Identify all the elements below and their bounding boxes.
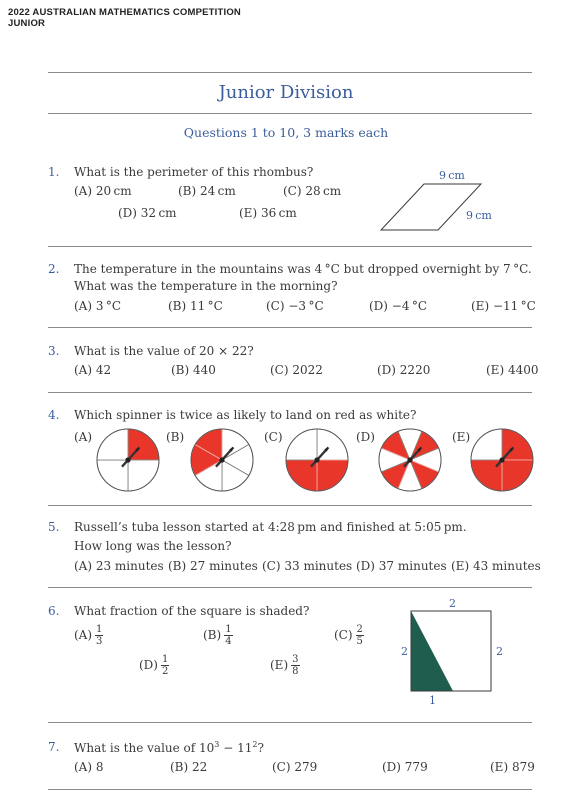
option-letter: (C) [334, 628, 353, 642]
fraction [161, 654, 169, 677]
option-e[interactable]: (E) −11 °C [471, 299, 536, 313]
option-b[interactable] [203, 624, 233, 647]
option-b[interactable]: (B) 440 [171, 363, 216, 377]
divider [48, 722, 532, 723]
option-c[interactable]: (C) 33 minutes [262, 559, 353, 573]
option-c[interactable]: (C) 28 cm [283, 184, 342, 198]
denominator: 2 [161, 666, 169, 677]
numerator: 2 [356, 624, 363, 635]
numerator: 3 [292, 654, 299, 665]
option-e[interactable]: (E) 4400 [486, 363, 539, 377]
option-e[interactable]: (E) [452, 430, 471, 444]
section-subtitle: Questions 1 to 10, 3 marks each [183, 125, 389, 140]
question-text: The temperature in the mountains was 4 °C but dropped overnight by 7 °C. [74, 262, 532, 276]
option-c[interactable]: (C) 2022 [270, 363, 323, 377]
option-b[interactable]: (B) [166, 430, 185, 444]
option-letter: (E) [270, 658, 289, 672]
question-number: 1. [48, 165, 60, 179]
option-b[interactable]: (B) 22 [170, 760, 208, 774]
spinner-pivot [125, 457, 130, 462]
competition-title: 2022 AUSTRALIAN MATHEMATICS COMPETITION [8, 7, 241, 18]
question-text: What is the perimeter of this rhombus? [74, 165, 314, 179]
numerator: 1 [161, 654, 169, 665]
option-d[interactable]: (D) [356, 430, 375, 444]
exponent: 2 [252, 740, 258, 749]
option-d[interactable]: (D) −4 °C [369, 299, 428, 313]
option-letter: (D) [139, 658, 158, 672]
question-number: 3. [48, 344, 60, 358]
option-a[interactable] [74, 624, 103, 647]
question-number: 6. [48, 604, 60, 618]
square-bottom-label: 1 [429, 694, 436, 707]
fraction [291, 654, 299, 677]
fraction [95, 624, 103, 647]
spinner-pivot [314, 457, 319, 462]
denominator: 5 [356, 636, 363, 647]
option-a[interactable]: (A) 42 [74, 363, 112, 377]
fraction [356, 624, 364, 647]
question-number: 5. [48, 520, 60, 534]
denominator: 8 [292, 666, 299, 677]
fraction [224, 624, 232, 647]
question-number: 4. [48, 408, 60, 422]
question-text-part: ? [257, 741, 264, 755]
spinner-pivot [219, 457, 224, 462]
question-text-part: What is the value of 10 [74, 741, 215, 755]
exponent: 3 [214, 740, 220, 749]
option-e[interactable]: (E) 43 minutes [451, 559, 541, 573]
option-e[interactable] [270, 654, 300, 677]
square-right-label: 2 [496, 645, 503, 658]
option-d[interactable] [139, 654, 169, 677]
square-left-label: 2 [401, 645, 408, 658]
division-label: JUNIOR [8, 18, 46, 29]
divider [48, 587, 532, 588]
option-c[interactable]: (C) −3 °C [266, 299, 324, 313]
denominator: 4 [225, 636, 232, 647]
numerator: 1 [96, 624, 103, 635]
option-d[interactable]: (D) 2220 [377, 363, 431, 377]
option-a[interactable]: (A) [74, 430, 93, 444]
question-text-part: − 11 [219, 741, 253, 755]
question-text: Russell’s tuba lesson started at 4:28 pm and finished at 5:05 pm. [74, 520, 467, 534]
denominator: 3 [96, 636, 103, 647]
spinner-pivot [407, 457, 412, 462]
question-text: What fraction of the square is shaded? [74, 604, 310, 618]
numerator: 1 [225, 624, 232, 635]
question-number: 2. [48, 262, 60, 276]
option-c[interactable]: (C) 279 [272, 760, 318, 774]
divider [48, 789, 532, 790]
option-d[interactable]: (D) 37 minutes [356, 559, 447, 573]
option-d[interactable]: (D) 32 cm [118, 206, 177, 220]
option-d[interactable]: (D) 779 [382, 760, 428, 774]
question-text: Which spinner is twice as likely to land on red as white? [74, 408, 417, 422]
question-text: What was the temperature in the morning? [74, 279, 338, 293]
option-a[interactable]: (A) 23 minutes [74, 559, 164, 573]
rhombus-top-label: 9 cm [439, 169, 465, 182]
option-e[interactable]: (E) 36 cm [239, 206, 297, 220]
option-b[interactable]: (B) 27 minutes [168, 559, 258, 573]
rhombus-side-label: 9 cm [466, 209, 492, 222]
question-text: How long was the lesson? [74, 539, 232, 553]
option-a[interactable]: (A) 20 cm [74, 184, 132, 198]
page-title: Junior Division [218, 82, 354, 103]
option-c[interactable] [334, 624, 364, 647]
option-a[interactable]: (A) 3 °C [74, 299, 122, 313]
divider [48, 505, 532, 506]
option-b[interactable]: (B) 24 cm [178, 184, 236, 198]
spinner-pivot [499, 457, 504, 462]
option-letter: (B) [203, 628, 222, 642]
option-e[interactable]: (E) 879 [490, 760, 535, 774]
question-text [74, 740, 264, 755]
square-top-label: 2 [449, 597, 456, 610]
option-letter: (A) [74, 628, 93, 642]
option-b[interactable]: (B) 11 °C [168, 299, 223, 313]
question-text: What is the value of 20 × 22? [74, 344, 254, 358]
question-number: 7. [48, 740, 60, 754]
option-c[interactable]: (C) [264, 430, 283, 444]
option-a[interactable]: (A) 8 [74, 760, 104, 774]
